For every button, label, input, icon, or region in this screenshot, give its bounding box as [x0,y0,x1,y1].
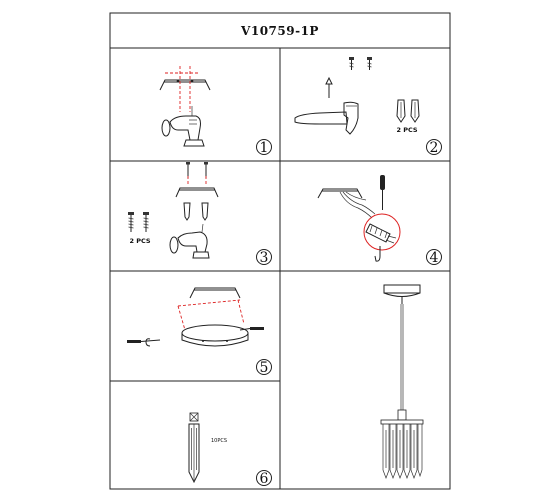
step-6-number: 6 [259,471,269,487]
step-3-number: 3 [259,250,269,266]
step-2-number: 2 [429,140,439,156]
model-title: V10759-1P [241,24,319,38]
step-1-number: 1 [259,140,269,156]
step-4-number: 4 [429,250,439,266]
anchor-quantity-label: 2 PCS [396,126,418,134]
step-5-number: 5 [259,360,269,376]
prism-quantity-label: 10PCS [211,438,228,444]
screw-quantity-label: 2 PCS [129,237,151,245]
canopy-icon [384,285,420,293]
